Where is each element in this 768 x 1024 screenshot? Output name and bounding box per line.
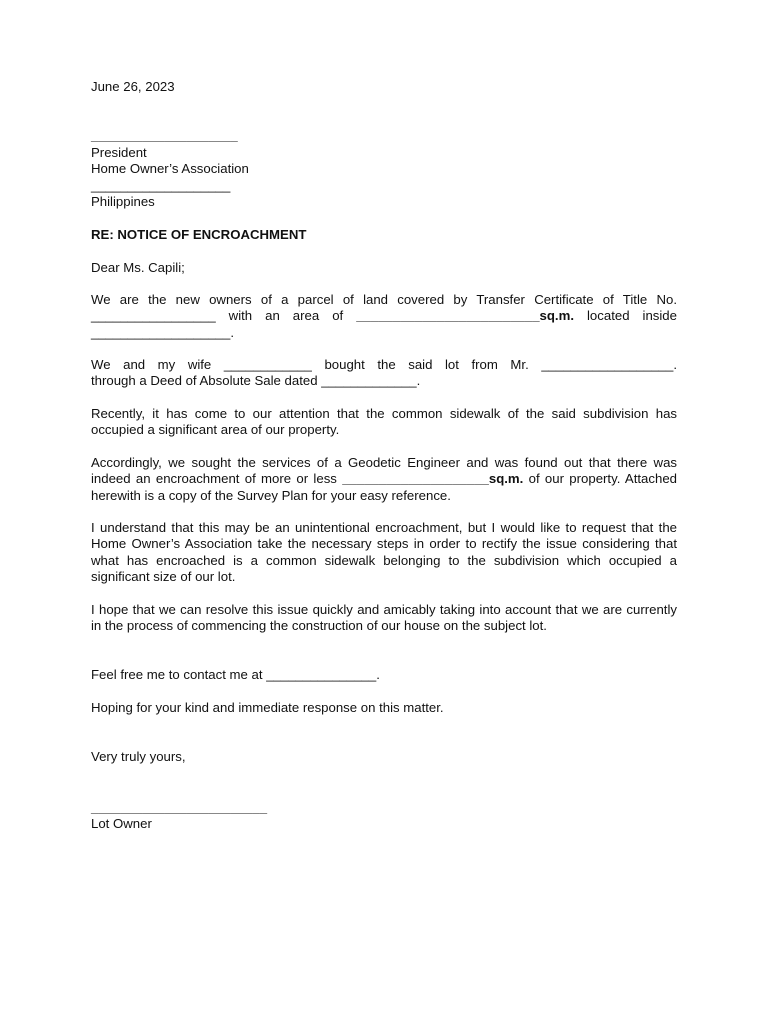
paragraph-2-line-2: through a Deed of Absolute Sale dated _____________. bbox=[91, 373, 421, 389]
paragraph-1 bbox=[91, 292, 677, 341]
area-blank: _________________________ bbox=[356, 308, 540, 324]
paragraph-3: Recently, it has come to our attention that the common sidewalk of the said subdivision has occupied a significant area of our property. bbox=[91, 406, 677, 438]
paragraph-5: I understand that this may be an unintentional encroachment, but I would like to request that the Home Owner’s Association take the necessary steps in order to rectify the issue considering that what has encroached is a common sidewalk belonging to the subdivision which occupied a significant size of our lot. bbox=[91, 520, 677, 584]
contact-blank: _______________ bbox=[266, 667, 377, 682]
paragraph-4: Accordingly, we sought the services of a Geodetic Engineer and was found out that there was indeed an encroachment of more or less ____________________sq.m. of our property. Attached herewith is a copy of the Survey Plan for your easy reference. bbox=[91, 455, 677, 503]
area-label: with an area of bbox=[215, 308, 357, 324]
located-label: located inside bbox=[587, 308, 677, 324]
encroachment-area-blank: ____________________ bbox=[342, 471, 489, 487]
addressee-organization: Home Owner’s Association bbox=[91, 161, 249, 176]
paragraph-2 bbox=[91, 357, 677, 390]
tct-number-blank: _________________ bbox=[91, 308, 216, 324]
encroachment-area-unit: sq.m. bbox=[488, 471, 524, 487]
addressee-country: Philippines bbox=[91, 194, 155, 209]
sale-date-blank: _____________ bbox=[321, 373, 417, 389]
location-blank: ___________________ bbox=[91, 324, 231, 340]
paragraph-6: I hope that we can resolve this issue quickly and amicably taking into account that we are currently in the process of commencing the construction of our house on the subject lot. bbox=[91, 602, 677, 634]
paragraph-7: Feel free me to contact me at _______________. bbox=[91, 667, 380, 682]
seller-name-blank: __________________ bbox=[541, 357, 674, 372]
signature-blank: ________________________ bbox=[91, 800, 268, 815]
closing: Very truly yours, bbox=[91, 749, 186, 764]
wife-name-blank: ____________ bbox=[223, 357, 312, 372]
paragraph-1-line-1: We are the new owners of a parcel of land covered by Transfer Certificate of Title No. bbox=[91, 292, 677, 307]
subject-line: RE: NOTICE OF ENCROACHMENT bbox=[91, 227, 307, 242]
area-unit: sq.m. bbox=[539, 308, 574, 324]
paragraph-1-line-2 bbox=[91, 308, 677, 324]
paragraph-2-line-1: We and my wife ____________ bought the said lot from Mr. __________________. bbox=[91, 357, 678, 372]
letter-date: June 26, 2023 bbox=[91, 79, 175, 94]
salutation: Dear Ms. Capili; bbox=[91, 260, 185, 275]
signatory: Lot Owner bbox=[91, 816, 152, 831]
paragraph-1-line-3: ___________________. bbox=[91, 324, 235, 340]
addressee-address-blank: ___________________ bbox=[91, 178, 231, 193]
addressee-name-blank: ____________________ bbox=[91, 128, 238, 143]
paragraph-8: Hoping for your kind and immediate response on this matter. bbox=[91, 700, 444, 715]
addressee-title: President bbox=[91, 145, 147, 160]
